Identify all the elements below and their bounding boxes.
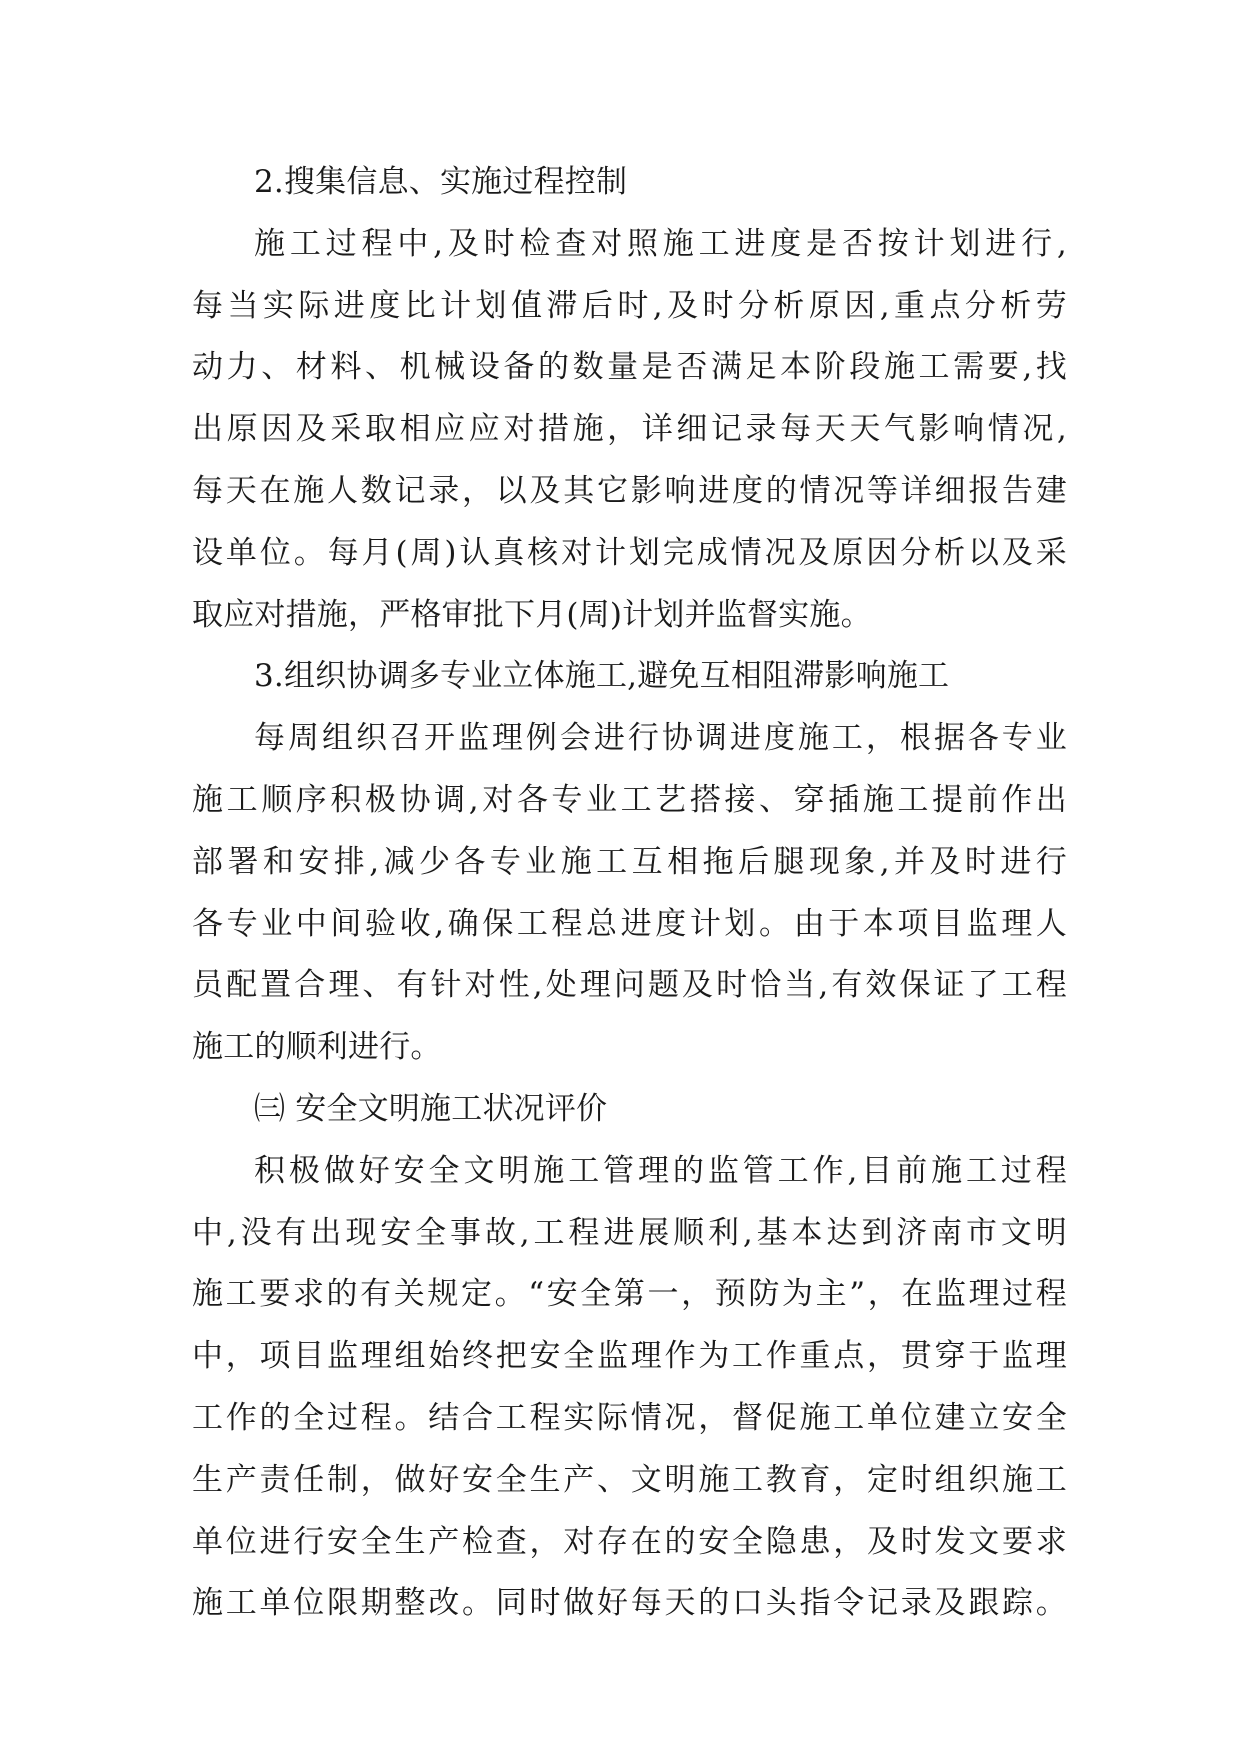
text-line: 施工单位限期整改。同时做好每天的口头指令记录及跟踪。 xyxy=(192,1585,1067,1622)
text-line: 取应对措施，严格审批下月(周)计划并监督实施。 xyxy=(192,596,872,633)
text-line: 每当实际进度比计划值滞后时,及时分析原因,重点分析劳 xyxy=(192,287,1067,324)
text-line: 每天在施人数记录，以及其它影响进度的情况等详细报告建 xyxy=(192,472,1067,509)
text-line: 施工顺序积极协调,对各专业工艺搭接、穿插施工提前作出 xyxy=(192,781,1067,818)
text-line: 动力、材料、机械设备的数量是否满足本阶段施工需要,找 xyxy=(192,349,1067,386)
text-line: 员配置合理、有针对性,处理问题及时恰当,有效保证了工程 xyxy=(192,967,1067,1004)
text-line: 生产责任制，做好安全生产、文明施工教育，定时组织施工 xyxy=(192,1461,1067,1498)
text-line: 各专业中间验收,确保工程总进度计划。由于本项目监理人 xyxy=(192,905,1067,942)
text-line: 设单位。每月(周)认真核对计划完成情况及原因分析以及采 xyxy=(192,534,1067,571)
text-line: ㈢ 安全文明施工状况评价 xyxy=(254,1090,608,1127)
text-line: 出原因及采取相应应对措施，详细记录每天天气影响情况, xyxy=(192,411,1067,448)
text-line: 工作的全过程。结合工程实际情况，督促施工单位建立安全 xyxy=(192,1399,1067,1436)
text-line: 3.组织协调多专业立体施工,避免互相阻滞影响施工 xyxy=(254,658,950,695)
text-line: 单位进行安全生产检查，对存在的安全隐患，及时发文要求 xyxy=(192,1523,1067,1560)
text-line: 积极做好安全文明施工管理的监管工作,目前施工过程 xyxy=(254,1152,1067,1189)
text-line: 施工的顺利进行。 xyxy=(192,1029,442,1066)
text-line: 中,没有出现安全事故,工程进展顺利,基本达到济南市文明 xyxy=(192,1214,1067,1251)
text-line: 施工要求的有关规定。“安全第一，预防为主”，在监理过程 xyxy=(192,1276,1067,1313)
text-line: 施工过程中,及时检查对照施工进度是否按计划进行, xyxy=(254,225,1067,262)
text-line: 每周组织召开监理例会进行协调进度施工，根据各专业 xyxy=(254,720,1067,757)
document-body xyxy=(192,152,1067,1635)
text-line: 中，项目监理组始终把安全监理作为工作重点，贯穿于监理 xyxy=(192,1338,1067,1375)
text-line: 部署和安排,减少各专业施工互相拖后腿现象,并及时进行 xyxy=(192,843,1067,880)
text-line: 2.搜集信息、实施过程控制 xyxy=(254,164,628,200)
